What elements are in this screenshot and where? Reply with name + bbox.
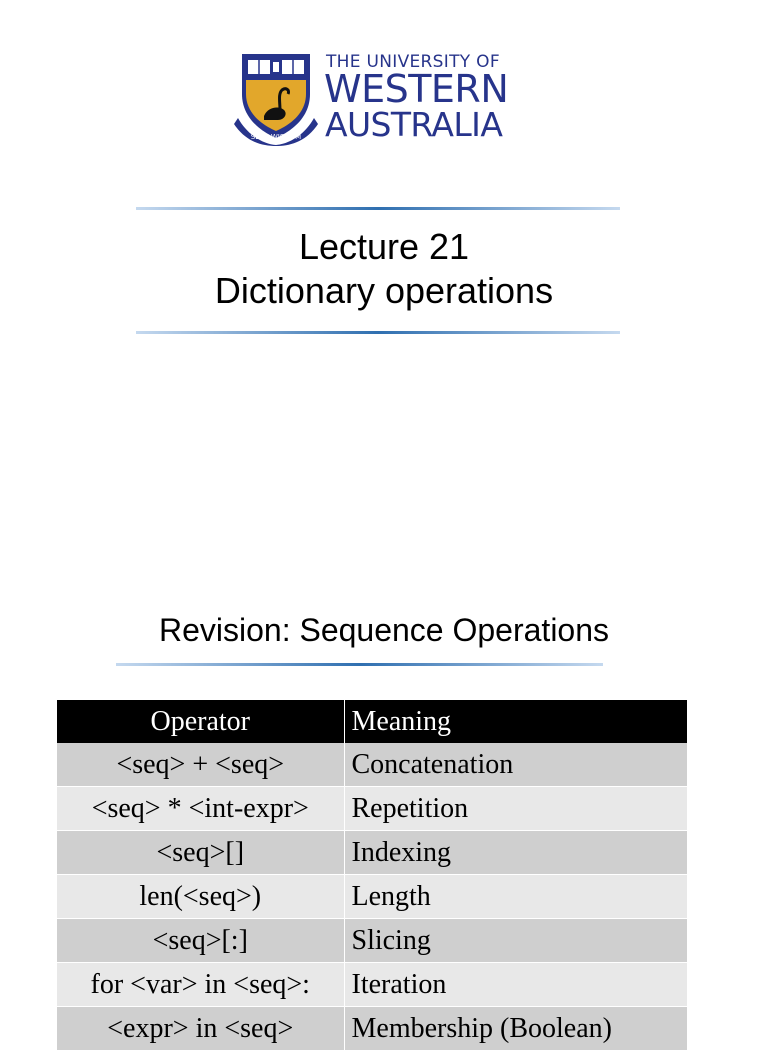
table-row: [57, 1007, 687, 1050]
title-rule-top: [136, 207, 620, 210]
sequence-operations-table: [57, 700, 687, 1050]
meaning-cell: Iteration: [344, 963, 687, 1007]
wordmark-line3: AUSTRALIA: [325, 105, 502, 144]
table-row: [57, 875, 687, 919]
table-row: [57, 919, 687, 963]
table-row: [57, 831, 687, 875]
university-logo: [234, 50, 516, 146]
slide-title-rule: [116, 663, 603, 666]
header-operator: Operator: [57, 700, 344, 743]
meaning-cell: Membership (Boolean): [344, 1007, 687, 1050]
operator-cell: for <var> in <seq>:: [57, 963, 344, 1007]
lecture-number: Lecture 21: [0, 225, 768, 269]
motto-text: SEEK WISDOM: [251, 133, 301, 141]
operator-cell: <seq>[:]: [57, 919, 344, 963]
wordmark-line1: THE UNIVERSITY OF: [326, 52, 500, 72]
operator-cell: len(<seq>): [57, 875, 344, 919]
table-row: [57, 963, 687, 1007]
meaning-cell: Length: [344, 875, 687, 919]
table-header-row: [57, 700, 687, 743]
table-row: [57, 787, 687, 831]
table-row: [57, 743, 687, 787]
meaning-cell: Slicing: [344, 919, 687, 963]
meaning-cell: Repetition: [344, 787, 687, 831]
operator-cell: <seq> * <int-expr>: [57, 787, 344, 831]
header-meaning: Meaning: [344, 700, 687, 743]
meaning-cell: Concatenation: [344, 743, 687, 787]
operator-cell: <expr> in <seq>: [57, 1007, 344, 1050]
operator-cell: <seq>[]: [57, 831, 344, 875]
slide-title: Revision: Sequence Operations: [0, 610, 768, 650]
operator-cell: <seq> + <seq>: [57, 743, 344, 787]
wordmark-line2: WESTERN: [324, 67, 508, 111]
meaning-cell: Indexing: [344, 831, 687, 875]
lecture-topic: Dictionary operations: [0, 269, 768, 313]
title-rule-bottom: [136, 331, 620, 334]
crest-icon: [234, 50, 320, 146]
